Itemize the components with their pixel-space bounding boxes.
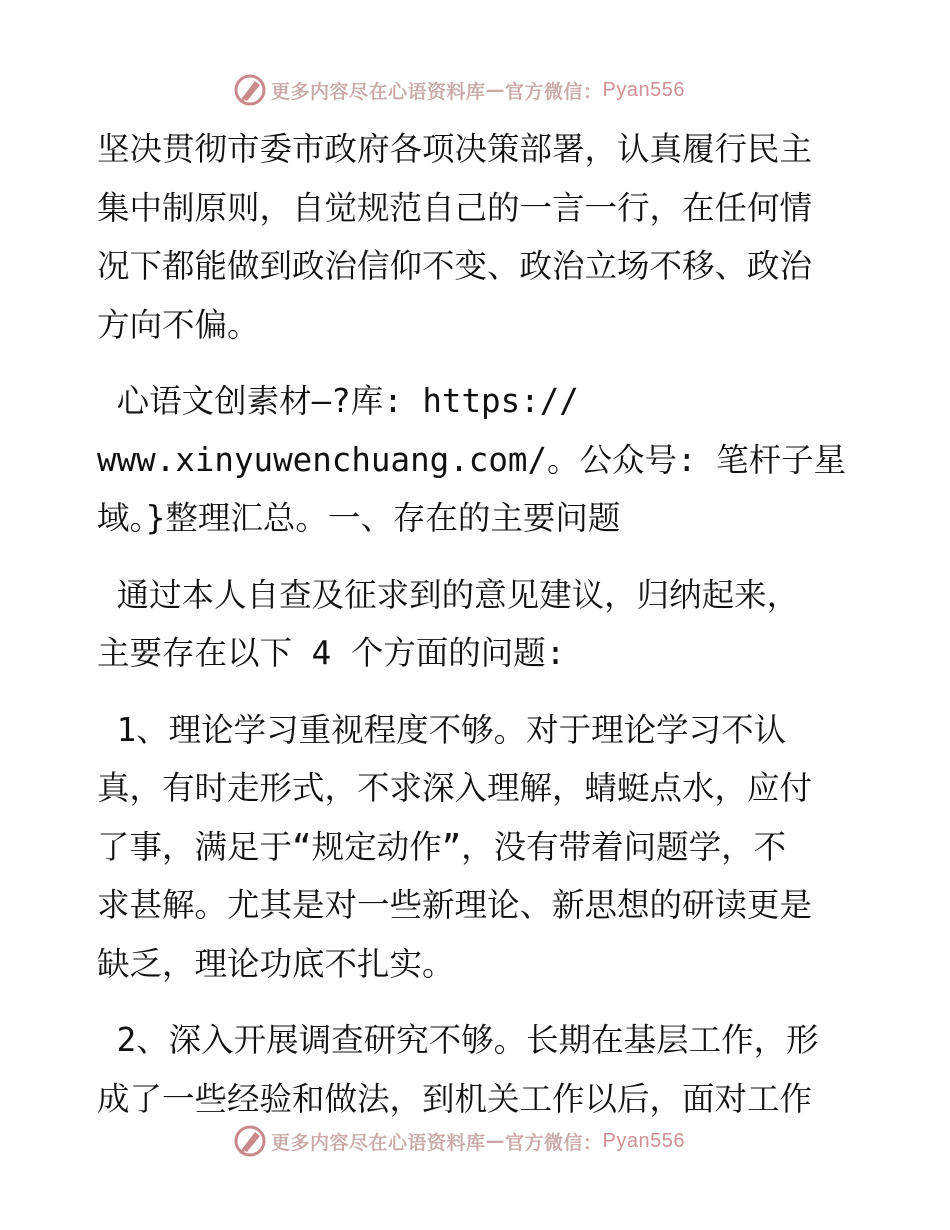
paragraph: 心语文创素材—?库: https:// www.xinyuwenchuang.com/。公众号: 笔杆子星 域。}整理汇总。一、存在的主要问题	[97, 382, 847, 537]
watermark-wechat-id: Pyan556	[602, 78, 685, 101]
paragraph: 坚决贯彻市委市政府各项决策部署，认真履行民主 集中制原则，自觉规范自己的一言一行，在任何情 况下都能做到政治信仰不变、政治立场不移、政治 方向不偏。	[97, 130, 813, 344]
watermark-text: 更多内容尽在心语资料库	[271, 80, 486, 103]
watermark-separator: —	[485, 79, 506, 101]
paragraph: 通过本人自查及征求到的意见建议，归纳起来， 主要存在以下 4 个方面的问题:	[97, 575, 800, 672]
watermark-label: 官方微信：	[505, 80, 603, 103]
watermark-label: 官方微信：	[505, 1131, 603, 1154]
pen-logo-icon	[233, 73, 267, 107]
pen-logo-icon	[233, 1124, 267, 1158]
watermark-banner-bottom	[233, 1123, 685, 1159]
watermark-banner-top	[233, 72, 685, 108]
paragraph: 2、深入开展调查研究不够。长期在基层工作，形 成了一些经验和做法，到机关工作以后，面对工作	[97, 1021, 819, 1118]
document-body	[97, 120, 857, 1128]
watermark-separator: —	[485, 1130, 506, 1152]
watermark-wechat-id: Pyan556	[602, 1129, 685, 1152]
paragraph: 1、理论学习重视程度不够。对于理论学习不认 真，有时走形式，不求深入理解，蜻蜓点水，应付 了事，满足于“规定动作”，没有带着问题学，不 求甚解。尤其是对一些新理论、新思想的研读更是 缺乏，理论功底不扎实。	[97, 710, 813, 983]
watermark-text: 更多内容尽在心语资料库	[271, 1131, 486, 1154]
